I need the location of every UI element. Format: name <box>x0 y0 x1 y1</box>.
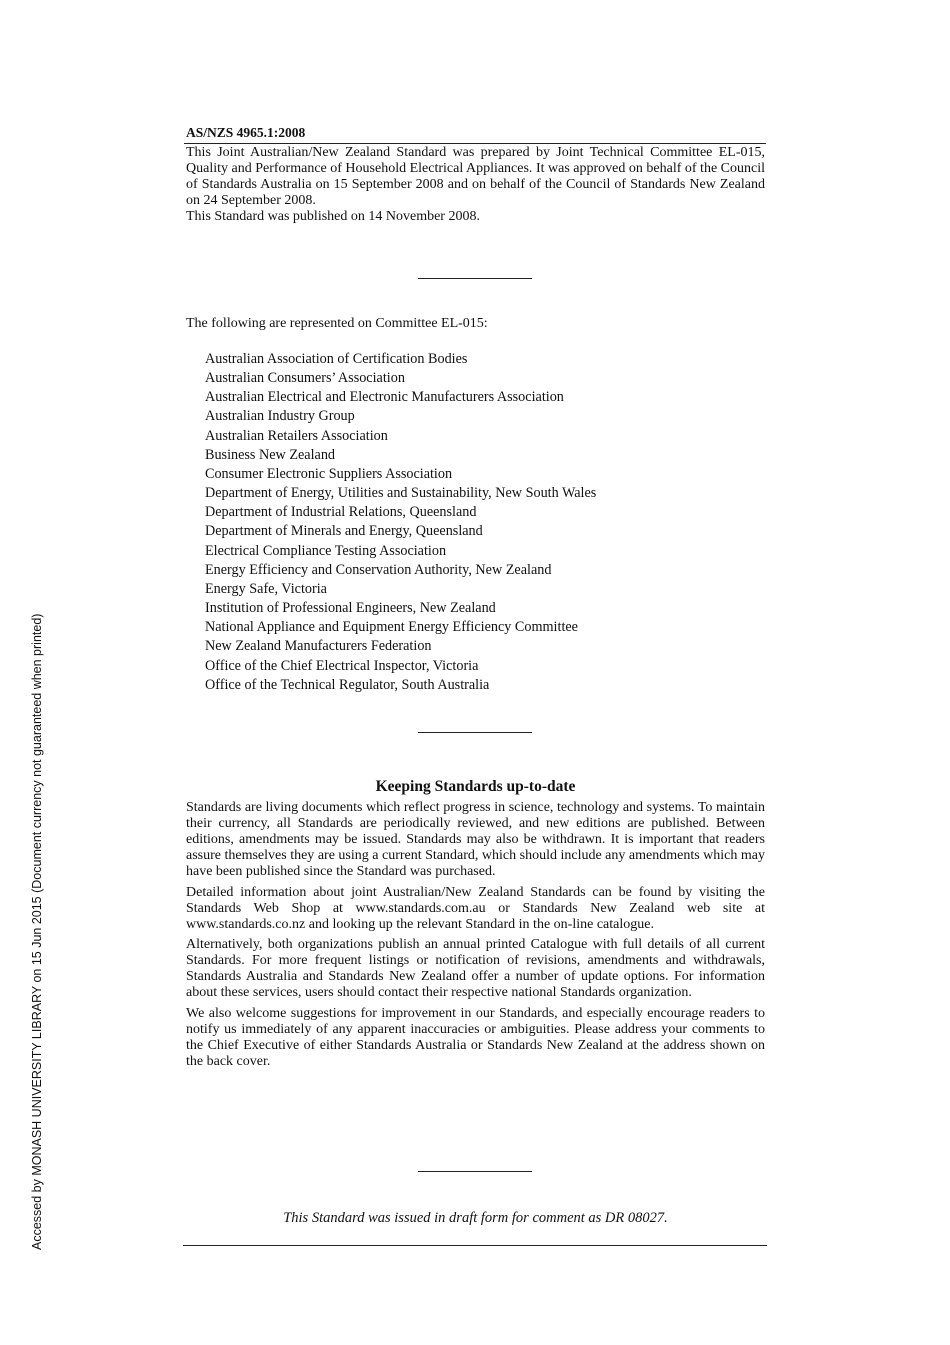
list-item: Australian Industry Group <box>205 408 355 425</box>
header-rule <box>184 143 766 144</box>
section-divider <box>418 1171 532 1172</box>
paragraph: Detailed information about joint Australian/New Zealand Standards can be found by visiting the Standards Web Shop at www.standards.com.au or Standards New Zealand web site at www.standards.co.nz and looking up the relevant Standard in the on-line catalogue. <box>186 884 765 932</box>
list-item: New Zealand Manufacturers Federation <box>205 638 432 655</box>
paragraph: We also welcome suggestions for improvement in our Standards, and especially encourage readers to notify us immediately of any apparent inaccuracies or ambiguities. Please address your comments to the Chief Executive of either Standards Australia or Standards New Zealand at the address shown on the back cover. <box>186 1005 765 1069</box>
list-item: Department of Energy, Utilities and Sustainability, New South Wales <box>205 485 597 502</box>
section-divider <box>418 732 532 733</box>
list-item: Australian Consumers’ Association <box>205 370 405 387</box>
list-item: Office of the Technical Regulator, South Australia <box>205 676 490 693</box>
list-item: Energy Safe, Victoria <box>205 580 327 597</box>
committee-intro: The following are represented on Committee EL-015: <box>186 316 488 331</box>
keeping-standards-body <box>186 800 765 1074</box>
list-item: Australian Association of Certification Bodies <box>205 351 468 367</box>
draft-note: This Standard was issued in draft form for comment as DR 08027. <box>283 1210 668 1226</box>
committee-member-list <box>205 350 596 695</box>
preparation-text: This Joint Australian/New Zealand Standard was prepared by Joint Technical Committee EL-015, Quality and Performance of Household Electrical Appliances. It was approved on behalf of the Council of Standards Australia on 15 September 2008 and on behalf of the Council of Standards New Zealand on 24 September 2008. <box>186 145 765 208</box>
list-item: Consumer Electronic Suppliers Association <box>205 465 453 482</box>
list-item: National Appliance and Equipment Energy Efficiency Committee <box>205 619 578 636</box>
list-item: Department of Industrial Relations, Queensland <box>205 504 477 521</box>
paragraph: Standards are living documents which reflect progress in science, technology and systems. To maintain their currency, all Standards are periodically reviewed, and new editions are published. Between editions, amendments may be issued. Standards may also be withdrawn. It is important that readers assure themselves they are using a current Standard, which should include any amendments which may have been published since the Standard was purchased. <box>186 800 765 879</box>
list-item: Energy Efficiency and Conservation Authority, New Zealand <box>205 561 552 578</box>
list-item: Department of Minerals and Energy, Queensland <box>205 523 483 540</box>
list-item: Australian Retailers Association <box>205 427 388 444</box>
footer-rule <box>183 1245 767 1246</box>
standard-code: AS/NZS 4965.1:2008 <box>186 125 306 140</box>
access-watermark: Accessed by MONASH UNIVERSITY LIBRARY on 15 Jun 2015 (Document currency not guaranteed when printed) <box>30 613 44 1250</box>
list-item: Australian Electrical and Electronic Manufacturers Association <box>205 389 564 406</box>
paragraph: Alternatively, both organizations publish an annual printed Catalogue with full details of all current Standards. For more frequent listings or notification of revisions, amendments and withdrawals, Standards Australia and Standards New Zealand offer a number of update options. For information about these services, users should contact their respective national Standards organization. <box>186 937 765 1000</box>
list-item: Office of the Chief Electrical Inspector, Victoria <box>205 657 479 674</box>
list-item: Business New Zealand <box>205 446 336 463</box>
publication-date-text: This Standard was published on 14 November 2008. <box>186 209 480 224</box>
section-heading: Keeping Standards up-to-date <box>375 778 576 795</box>
preparation-block <box>186 145 765 225</box>
list-item: Electrical Compliance Testing Association <box>205 542 447 559</box>
section-divider <box>418 278 532 279</box>
list-item: Institution of Professional Engineers, New Zealand <box>205 600 496 617</box>
